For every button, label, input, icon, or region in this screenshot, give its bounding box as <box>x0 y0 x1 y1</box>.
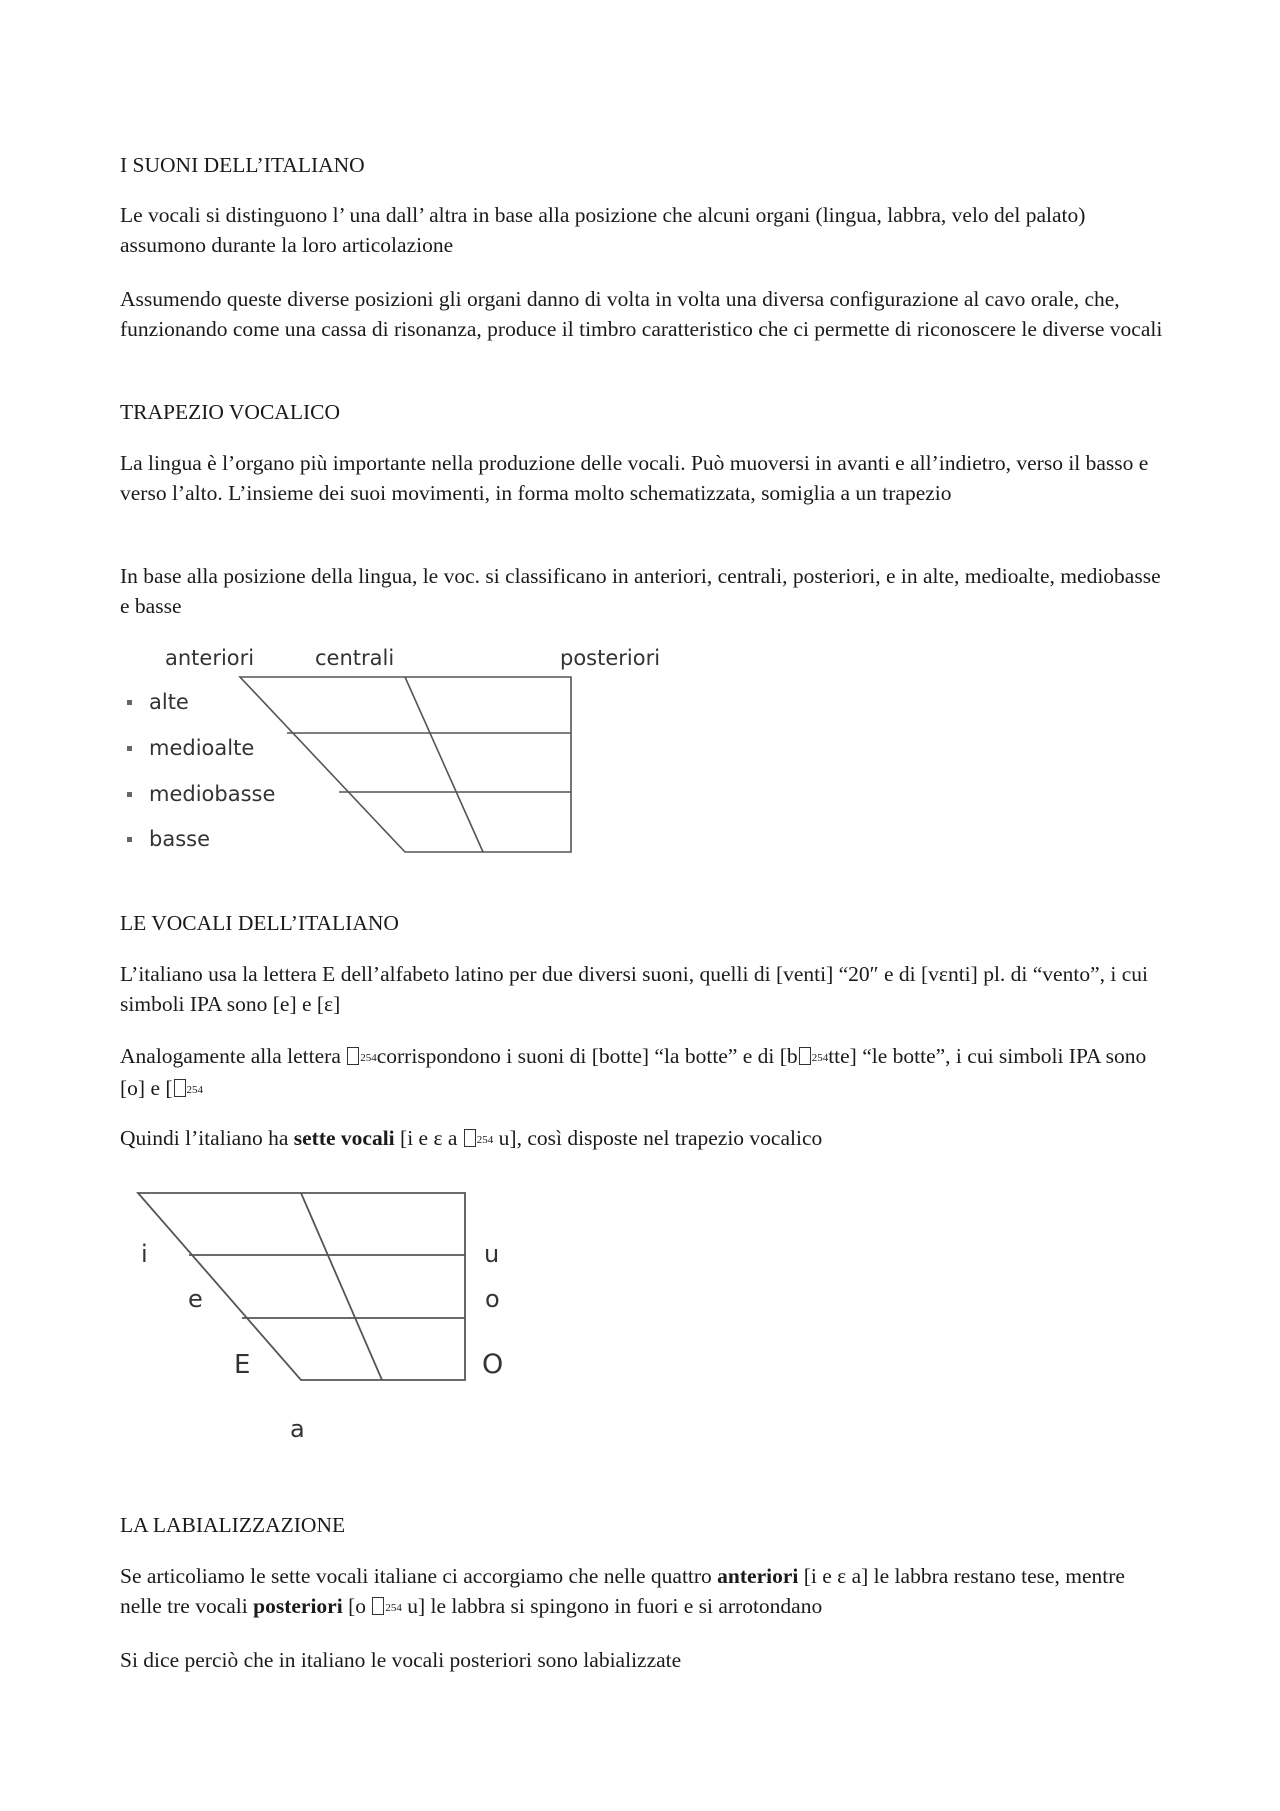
column-label-posteriori: posteriori <box>560 646 661 670</box>
vowel-o-label: o <box>485 1285 500 1313</box>
vowel-e-label: e <box>188 1285 203 1313</box>
row-label-basse: basse <box>149 827 211 851</box>
vowel-open-e-label: E <box>234 1350 251 1380</box>
trapezio-shape <box>240 677 571 852</box>
section-title-suoni: I SUONI DELL’ITALIANO <box>120 153 365 177</box>
paragraph-classificazione: In base alla posizione della lingua, le voc. si classificano in anteriori, centrali, posteriori, e in alte, medioalte, mediobasse e basse <box>120 564 1161 618</box>
bullet-icon <box>127 700 132 705</box>
row-label-alte: alte <box>149 690 189 714</box>
paragraph-lettera-o: Analogamente alla lettera 254corrispondono i suoni di [botte] “la botte” e di [b 254tte] “le botte”, i cui simboli IPA sono [o] e [ 254 <box>120 1044 1147 1100</box>
vowel-i-label: i <box>141 1240 148 1268</box>
missing-glyph-icon <box>464 1129 476 1147</box>
paragraph-lingua: La lingua è l’organo più importante nella produzione delle vocali. Può muoversi in avanti e all’indietro, verso il basso e verso l’alto. L’insieme dei suoi movimenti, in forma molto schematizzata, somiglia a un trapezio <box>120 451 1149 505</box>
row-label-mediobasse: mediobasse <box>149 782 276 806</box>
vowel-u-label: u <box>484 1240 500 1268</box>
bullet-icon <box>127 837 132 842</box>
paragraph-configurazione: Assumendo queste diverse posizioni gli organi danno di volta in volta una diversa configurazione al cavo orale, che, funzionando come una cassa di risonanza, produce il timbro caratteristico che ci permette di riconoscere le diverse vocali <box>120 287 1163 341</box>
column-label-centrali: centrali <box>315 646 395 670</box>
paragraph-labializzate: Si dice perciò che in italiano le vocali posteriori sono labializzate <box>120 1648 682 1672</box>
section-title-labializzazione: LA LABIALIZZAZIONE <box>120 1513 346 1537</box>
paragraph-labbra: Se articoliamo le sette vocali italiane ci accorgiamo che nelle quattro anteriori [i e ɛ a] le labbra restano tese, mentre nelle tre vocali posteriori [o 254 u] le labbra si spingono in fuori e si arrotondano <box>120 1564 1125 1618</box>
section-title-trapezio: TRAPEZIO VOCALICO <box>120 400 340 424</box>
trapezio-vocalico-diagram <box>115 635 685 860</box>
missing-glyph-icon <box>174 1079 186 1097</box>
vowel-a-label: a <box>290 1415 305 1443</box>
column-label-anteriori: anteriori <box>165 646 255 670</box>
paragraph-vocali-distinzione: Le vocali si distinguono l’ una dall’ altra in base alla posizione che alcuni organi (lingua, labbra, velo del palato) assumono durante la loro articolazione <box>120 203 1086 257</box>
sette-vocali-diagram <box>125 1180 525 1450</box>
missing-glyph-icon <box>347 1047 359 1065</box>
bullet-icon <box>127 792 132 797</box>
row-label-medioalte: medioalte <box>149 736 255 760</box>
section-title-vocali: LE VOCALI DELL’ITALIANO <box>120 911 399 935</box>
bullet-icon <box>127 746 132 751</box>
paragraph-sette-vocali: Quindi l’italiano ha sette vocali [i e ɛ a 254 u], così disposte nel trapezio vocalico <box>120 1126 823 1150</box>
vowel-open-o-label: O <box>482 1349 504 1380</box>
paragraph-lettera-e: L’italiano usa la lettera E dell’alfabeto latino per due diversi suoni, quelli di [venti] “20″ e di [vɛnti] pl. di “vento”, i cui simboli IPA sono [e] e [ɛ] <box>120 962 1148 1016</box>
missing-glyph-icon <box>799 1047 811 1065</box>
missing-glyph-icon <box>372 1597 384 1615</box>
